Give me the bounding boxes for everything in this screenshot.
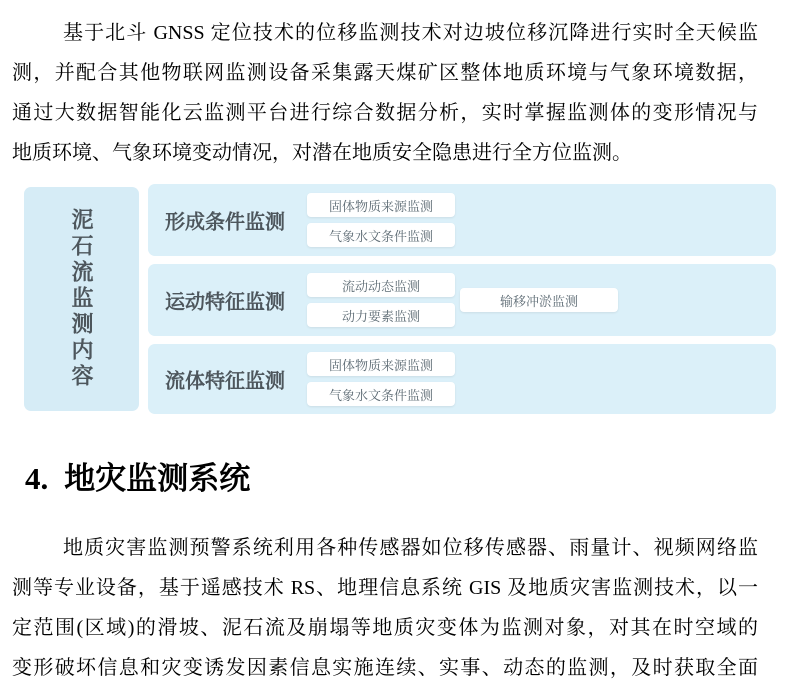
monitoring-item-box: 流动动态监测	[307, 273, 455, 297]
monitoring-item-box: 动力要素监测	[307, 303, 455, 327]
paragraph-line: 地质灾害监测预警系统利用各种传感器如位移传感器、雨量计、视频网络监	[63, 537, 758, 559]
paragraph-line: 通过大数据智能化云监测平台进行综合数据分析，实时掌握监测体的变形情况与	[12, 102, 758, 124]
diagram-rows	[148, 184, 776, 414]
diagram-row-motion-features	[148, 264, 776, 336]
row-label: 运动特征监测	[165, 291, 285, 314]
monitoring-item-box: 固体物质来源监测	[307, 352, 455, 376]
paragraph-line: 地质环境、气象环境变动情况，对潜在地质安全隐患进行全方位监测。	[12, 142, 632, 164]
diagram-row-formation-conditions	[148, 184, 776, 256]
row-label: 形成条件监测	[165, 211, 285, 234]
paragraph-gnss-monitoring	[12, 13, 758, 173]
row-box-stack	[307, 193, 455, 247]
row-label: 流体特征监测	[165, 370, 285, 393]
paragraph-line: 测等专业设备，基于遥感技术 RS、地理信息系统 GIS 及地质灾害监测技术，以一	[12, 577, 758, 599]
paragraph-line: 测，并配合其他物联网监测设备采集露天煤矿区整体地质环境与气象环境数据，	[12, 62, 758, 84]
section-heading	[25, 453, 250, 498]
paragraph-geohazard-system	[12, 528, 758, 687]
diagram-row-fluid-features	[148, 344, 776, 414]
row-box-stack	[307, 273, 455, 327]
monitoring-item-box: 输移冲淤监测	[460, 288, 618, 312]
paragraph-line: 变形破坏信息和灾变诱发因素信息实施连续、实事、动态的监测，及时获取全面	[12, 657, 758, 679]
paragraph-line: 基于北斗 GNSS 定位技术的位移监测技术对边坡位移沉降进行实时全天候监	[63, 22, 758, 44]
paragraph-line: 定范围(区域)的滑坡、泥石流及崩塌等地质灾变体为监测对象，对其在时空域的	[12, 617, 758, 639]
diagram-sidebar	[24, 187, 139, 411]
diagram-sidebar-title: 泥石流监测内容	[69, 208, 94, 390]
section-title: 地灾监测系统	[64, 461, 251, 496]
monitoring-item-box: 气象水文条件监测	[307, 382, 455, 406]
monitoring-item-box: 气象水文条件监测	[307, 223, 455, 247]
row-box-stack	[307, 352, 455, 406]
debris-flow-monitoring-diagram	[24, 184, 776, 414]
monitoring-item-box: 固体物质来源监测	[307, 193, 455, 217]
section-number: 4.	[25, 461, 49, 496]
